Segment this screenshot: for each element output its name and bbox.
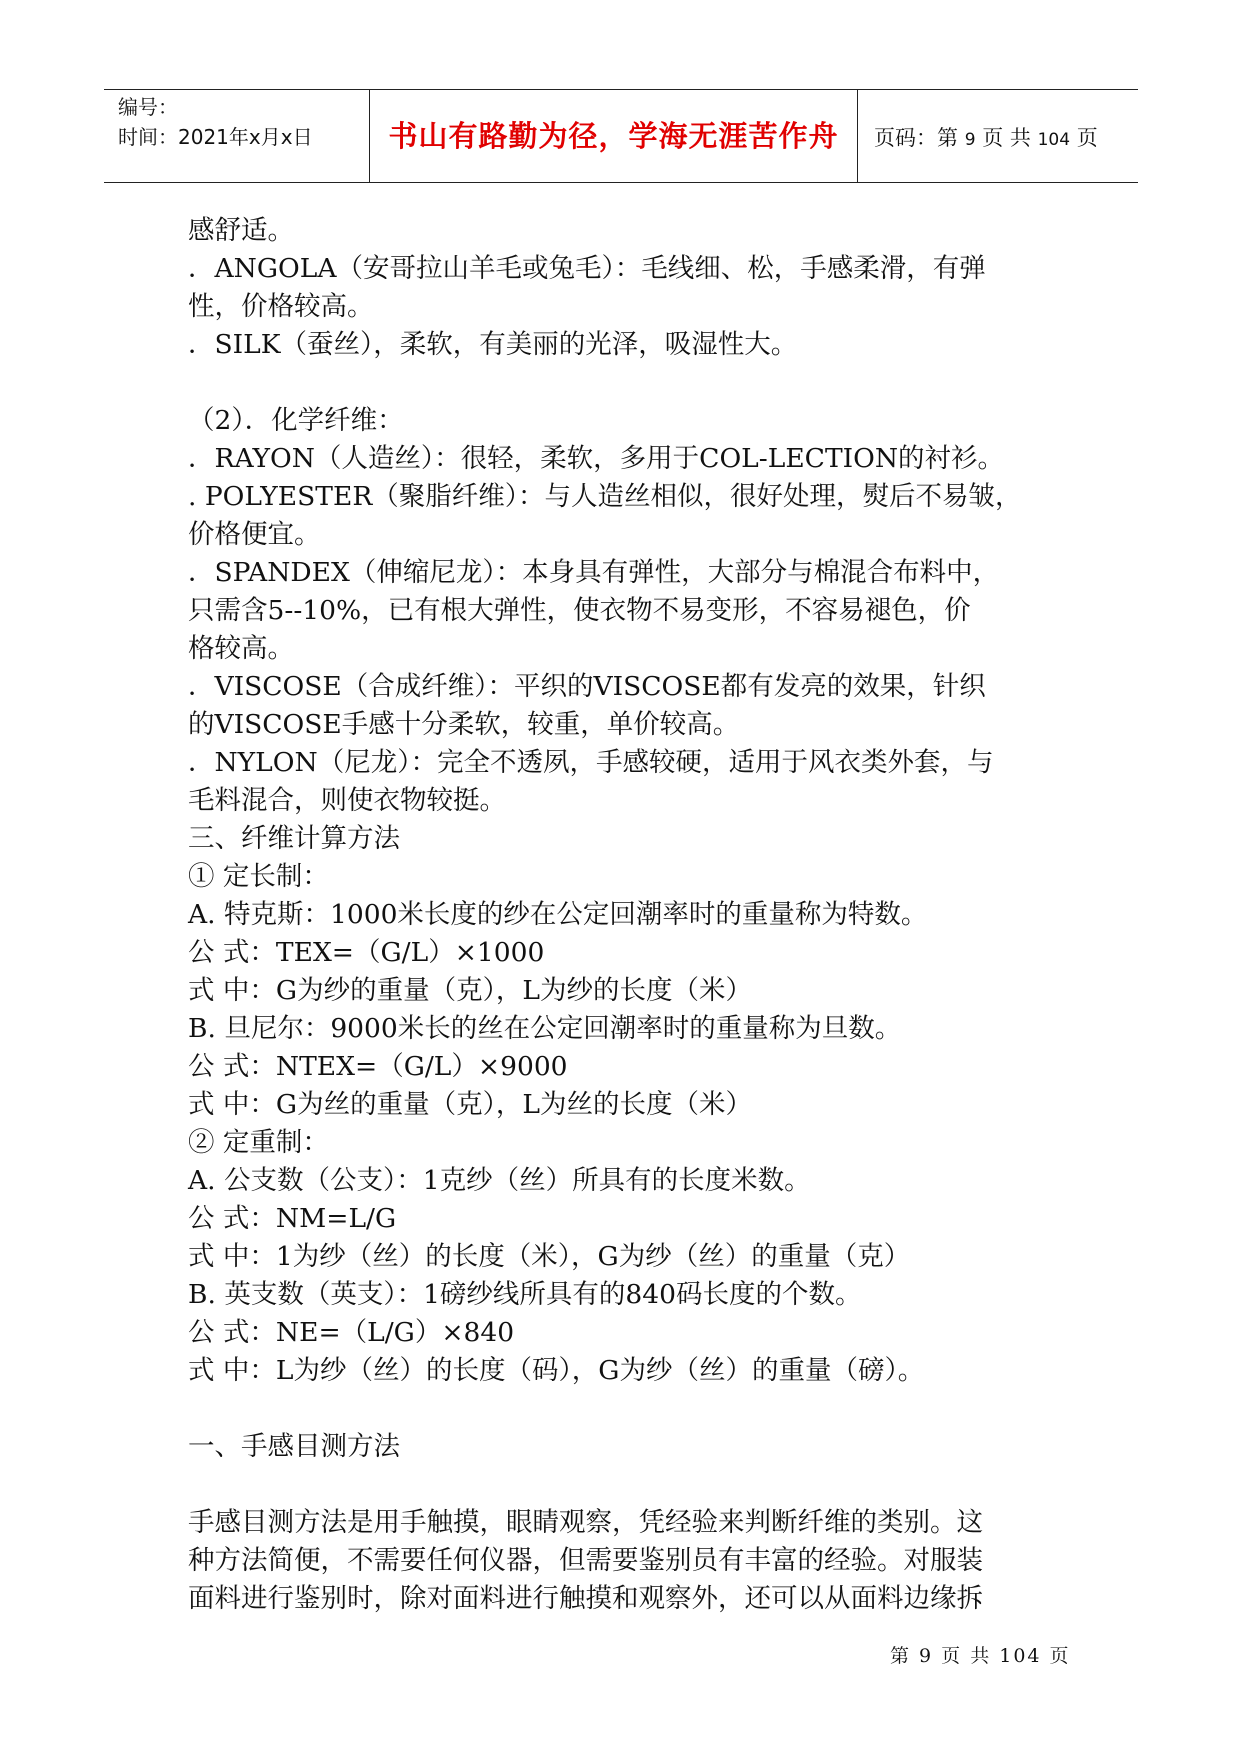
body-line: ① 定长制：: [188, 861, 329, 892]
body-line: B. 英支数（英支）：1磅纱线所具有的840码长度的个数。: [188, 1279, 862, 1310]
formula-line: 公 式：TEX=（G/L）×1000: [188, 937, 545, 968]
formula-line: 公 式：NM=L/G: [188, 1203, 397, 1234]
body-line: 毛料混合，则使衣物较挺。: [188, 785, 506, 816]
body-line: . POLYESTER（聚脂纤维）：与人造丝相似，很好处理，熨后不易皱，: [188, 481, 1022, 512]
body-line: 格较高。: [188, 633, 294, 664]
section-heading: （2）．化学纤维：: [188, 405, 404, 436]
page-code-mid: 页 共: [982, 126, 1031, 150]
header-motto: 书山有路勤为径，学海无涯苦作舟: [388, 119, 839, 153]
body-line: 式 中：1为纱（丝）的长度（米），G为纱（丝）的重量（克）: [188, 1241, 911, 1272]
body-line: ．SILK（蚕丝），柔软，有美丽的光泽，吸湿性大。: [188, 329, 798, 360]
body-line: B. 旦尼尔：9000米长的丝在公定回潮率时的重量称为旦数。: [188, 1013, 902, 1044]
blank-line: [188, 1466, 1068, 1504]
blank-line: [188, 364, 1068, 402]
document-body: [188, 212, 1068, 1618]
body-line: 式 中：G为纱的重量（克），L为纱的长度（米）: [188, 975, 752, 1006]
body-line: ② 定重制：: [188, 1127, 329, 1158]
body-line: 种方法简便，不需要任何仪器，但需要鉴别员有丰富的经验。对服装: [188, 1545, 983, 1576]
header-divider: [857, 90, 858, 182]
body-line: ．NYLON（尼龙）：完全不透夙，手感较硬，适用于风衣类外套，与: [188, 747, 994, 778]
body-line: A. 特克斯：1000米长度的纱在公定回潮率时的重量称为特数。: [188, 899, 928, 930]
body-line: 面料进行鉴别时，除对面料进行触摸和观察外，还可以从面料边缘拆: [188, 1583, 983, 1614]
body-line: ．SPANDEX（伸缩尼龙）：本身具有弹性，大部分与棉混合布料中，: [188, 557, 1000, 588]
header-meta: [118, 92, 368, 152]
formula-line: 公 式：NTEX=（G/L）×9000: [188, 1051, 568, 1082]
page-code-prefix: 页码：第: [874, 126, 958, 150]
body-line: ．VISCOSE（合成纤维）：平织的VISCOSE都有发亮的效果，针织: [188, 671, 986, 702]
section-heading: 三、纤维计算方法: [188, 823, 400, 854]
page-total: 104: [1037, 130, 1071, 150]
body-line: 价格便宜。: [188, 519, 321, 550]
body-line: 式 中：L为纱（丝）的长度（码），G为纱（丝）的重量（磅）。: [188, 1355, 925, 1386]
body-line: 的VISCOSE手感十分柔软，较重，单价较高。: [188, 709, 740, 740]
page-header: [104, 89, 1138, 183]
page-footer: 第 9 页 共 104 页: [890, 1645, 1071, 1667]
section-heading: 一、手感目测方法: [188, 1431, 400, 1462]
body-line: ．RAYON（人造丝）：很轻，柔软，多用于COL-LECTION的衬衫。: [188, 443, 1005, 474]
body-line: 只需含5--10%，已有根大弹性，使衣物不易变形，不容易褪色，价: [188, 595, 971, 626]
page-current: 9: [964, 130, 976, 150]
body-line: 感舒适。: [188, 215, 294, 246]
formula-line: 公 式：NE=（L/G）×840: [188, 1317, 515, 1348]
blank-line: [188, 1390, 1068, 1428]
body-line: 手感目测方法是用手触摸，眼睛观察，凭经验来判断纤维的类别。这: [188, 1507, 983, 1538]
body-line: ．ANGOLA（安哥拉山羊毛或兔毛）：毛线细、松，手感柔滑，有弹: [188, 253, 986, 284]
body-line: 式 中：G为丝的重量（克），L为丝的长度（米）: [188, 1089, 752, 1120]
page-code-suffix: 页: [1076, 126, 1098, 150]
time-label: 时间：2021年x月x日: [118, 125, 313, 149]
body-line: A. 公支数（公支）：1克纱（丝）所具有的长度米数。: [188, 1165, 811, 1196]
number-label: 编号：: [118, 95, 178, 119]
body-line: 性，价格较高。: [188, 291, 374, 322]
header-page-code: [874, 122, 1098, 152]
